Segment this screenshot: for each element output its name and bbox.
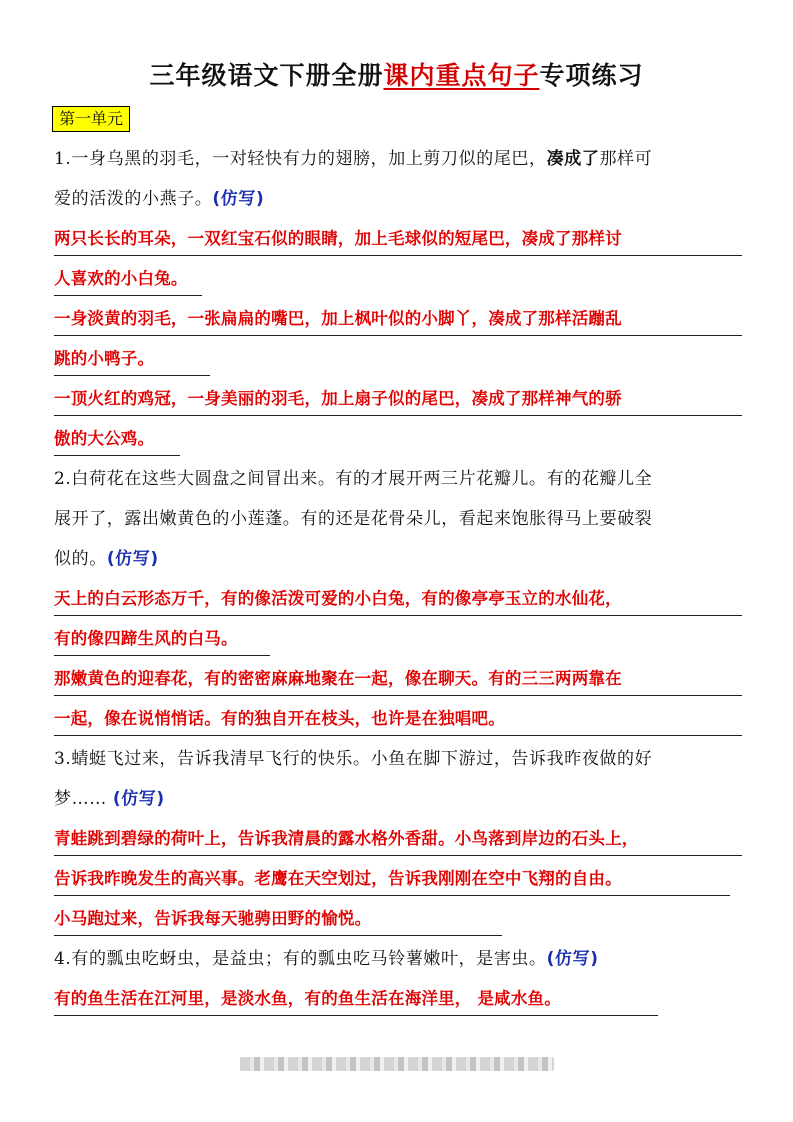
answer-line: 傲的大公鸡。 [54, 419, 180, 456]
title-prefix: 三年级语文下册全册 [149, 61, 384, 90]
question-1-text-d: 爱的活泼的小燕子。 [54, 189, 213, 209]
question-3-text-b: 梦…… [54, 789, 107, 809]
question-2-line-2: 展开了，露出嫩黄色的小莲蓬。有的还是花骨朵儿，看起来饱胀得马上要破裂 [54, 509, 653, 529]
answer-line: 两只长长的耳朵，一双红宝石似的眼睛，加上毛球似的短尾巴，凑成了那样讨 [54, 219, 742, 256]
answer-line: 一身淡黄的羽毛，一张扁扁的嘴巴，加上枫叶似的小脚丫，凑成了那样活蹦乱 [54, 299, 742, 336]
imitation-tag: (仿写) [112, 789, 165, 809]
answer-line: 一起，像在说悄悄话。有的独自开在枝头，也许是在独唱吧。 [54, 699, 742, 736]
question-4-line-1 [54, 939, 744, 979]
answer-line: 青蛙跳到碧绿的荷叶上，告诉我清晨的露水格外香甜。小鸟落到岸边的石头上， [54, 819, 742, 856]
title-highlight: 课内重点句子 [383, 61, 540, 90]
imitation-tag: (仿写) [212, 189, 265, 209]
answer-line: 有的鱼生活在江河里，是淡水鱼，有的鱼生活在海洋里， 是咸水鱼。 [54, 979, 658, 1016]
question-4-text-a: 4.有的瓢虫吃蚜虫，是益虫；有的瓢虫吃马铃薯嫩叶，是害虫。 [54, 949, 547, 969]
answer-line: 人喜欢的小白兔。 [54, 259, 202, 296]
title-suffix: 专项练习 [539, 61, 644, 90]
answer-line: 跳的小鸭子。 [54, 339, 210, 376]
question-1-line-2 [54, 179, 744, 219]
answer-line: 告诉我昨晚发生的高兴事。老鹰在天空划过，告诉我刚刚在空中飞翔的自由。 [54, 859, 730, 896]
imitation-tag: (仿写) [546, 949, 599, 969]
question-1-line-1 [54, 139, 744, 179]
answer-line: 一顶火红的鸡冠，一身美丽的羽毛，加上扇子似的尾巴，凑成了那样神气的骄 [54, 379, 742, 416]
answer-line: 天上的白云形态万千，有的像活泼可爱的小白兔，有的像亭亭玉立的水仙花， [54, 579, 742, 616]
answer-line: 那嫩黄色的迎春花，有的密密麻麻地聚在一起，像在聊天。有的三三两两靠在 [54, 659, 742, 696]
question-2-text-c: 似的。 [54, 549, 107, 569]
question-1-text-a: 1.一身乌黑的羽毛，一对轻快有力的翅膀，加上剪刀似的尾巴， [54, 149, 547, 169]
page-title [0, 56, 793, 96]
question-1-text-c: 那样可 [599, 149, 653, 169]
answer-line: 有的像四蹄生风的白马。 [54, 619, 270, 656]
question-1-keyword: 凑成了 [546, 149, 600, 169]
question-2-line-1: 2.白荷花在这些大圆盘之间冒出来。有的才展开两三片花瓣儿。有的花瓣儿全 [54, 469, 653, 489]
imitation-tag: (仿写) [106, 549, 159, 569]
question-3-line-2 [54, 779, 744, 819]
answer-line: 小马跑过来，告诉我每天驰骋田野的愉悦。 [54, 899, 502, 936]
unit-badge: 第一单元 [52, 106, 130, 132]
blurred-footer-watermark [240, 1057, 554, 1071]
question-3-line-1: 3.蜻蜓飞过来，告诉我清早飞行的快乐。小鱼在脚下游过，告诉我昨夜做的好 [54, 749, 653, 769]
question-2-line-3 [54, 539, 744, 579]
